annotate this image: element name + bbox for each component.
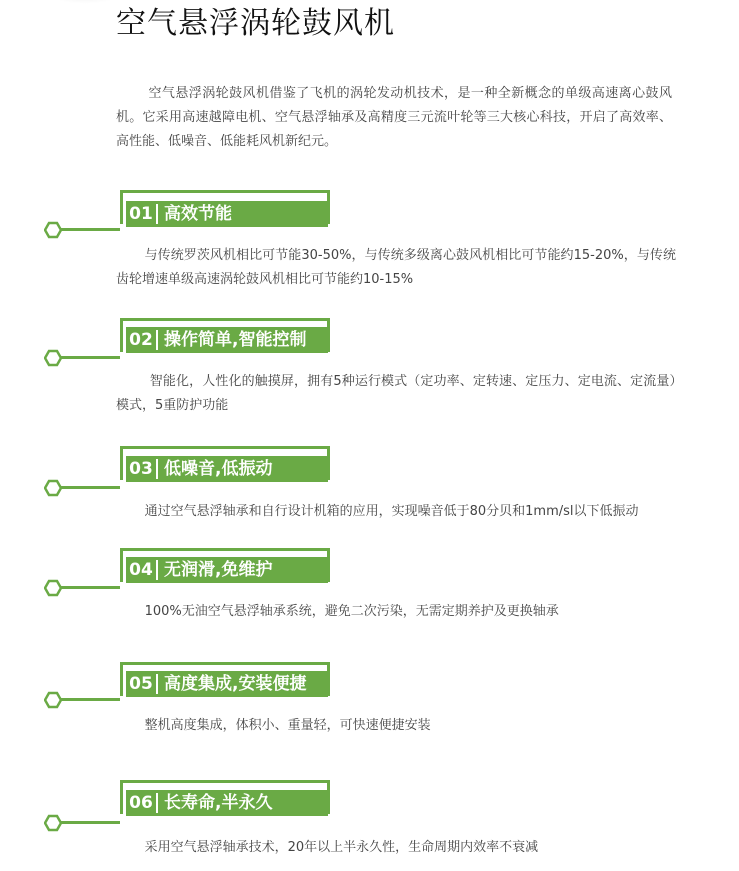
- feature-description: 100%无油空气悬浮轴承系统，避免二次污染，无需定期养护及更换轴承: [144, 604, 559, 619]
- feature-separator: [156, 560, 158, 580]
- feature-number: 06: [129, 793, 153, 813]
- connector-line: [60, 486, 120, 489]
- feature-description: 采用空气悬浮轴承技术，20年以上半永久性，生命周期内效率不衰减: [144, 840, 539, 855]
- feature-description: 整机高度集成，体积小、重量轻，可快速便捷安装: [144, 718, 431, 733]
- feature-heading: [126, 671, 328, 697]
- feature-separator: [156, 793, 158, 813]
- feature-title: 长寿命,半永久: [164, 793, 273, 813]
- feature-description: 与传统罗茨风机相比可节能30-50%，与传统多级离心鼓风机相比可节能约15-20%，与传统齿轮增速单级高速涡轮鼓风机相比可节能约10-15%: [116, 248, 676, 287]
- feature-number: 01: [129, 204, 153, 224]
- connector-line: [60, 821, 120, 824]
- intro-paragraph: 空气悬浮涡轮鼓风机借鉴了飞机的涡轮发动机技术，是一种全新概念的单级高速离心鼓风机。它采用高速越障电机、空气悬浮轴承及高精度三元流叶轮等三大核心科技，开启了高效率、高性能、低噪音、低能耗风机新纪元。: [116, 86, 672, 149]
- feature-separator: [156, 674, 158, 694]
- hexagon-node-icon: [44, 349, 62, 367]
- feature-number: 04: [129, 560, 153, 580]
- feature-number: 02: [129, 330, 153, 350]
- feature-title: 高效节能: [164, 204, 232, 224]
- feature-heading: [126, 327, 328, 353]
- feature-description: 智能化，人性化的触摸屏，拥有5种运行模式（定功率、定转速、定压力、定电流、定流量）模式，5重防护功能: [116, 374, 676, 413]
- feature-heading: [126, 456, 328, 482]
- connector-line: [60, 586, 120, 589]
- hexagon-node-icon: [44, 479, 62, 497]
- connector-line: [60, 698, 120, 701]
- feature-title: 无润滑,免维护: [164, 560, 273, 580]
- feature-separator: [156, 204, 158, 224]
- feature-heading: [126, 201, 328, 227]
- feature-title: 操作简单,智能控制: [164, 330, 307, 350]
- feature-heading: [126, 790, 328, 816]
- feature-number: 05: [129, 674, 153, 694]
- page-title: 空气悬浮涡轮鼓风机: [116, 6, 395, 41]
- hexagon-node-icon: [44, 221, 62, 239]
- feature-heading: [126, 557, 328, 583]
- connector-line: [60, 356, 120, 359]
- hexagon-node-icon: [44, 691, 62, 709]
- feature-title: 低噪音,低振动: [164, 459, 273, 479]
- hexagon-node-icon: [44, 579, 62, 597]
- connector-line: [60, 228, 120, 231]
- feature-description: 通过空气悬浮轴承和自行设计机箱的应用，实现噪音低于80分贝和1mm/sl以下低振动: [144, 504, 639, 519]
- hexagon-node-icon: [44, 814, 62, 832]
- feature-separator: [156, 459, 158, 479]
- feature-separator: [156, 330, 158, 350]
- feature-number: 03: [129, 459, 153, 479]
- feature-title: 高度集成,安装便捷: [164, 674, 307, 694]
